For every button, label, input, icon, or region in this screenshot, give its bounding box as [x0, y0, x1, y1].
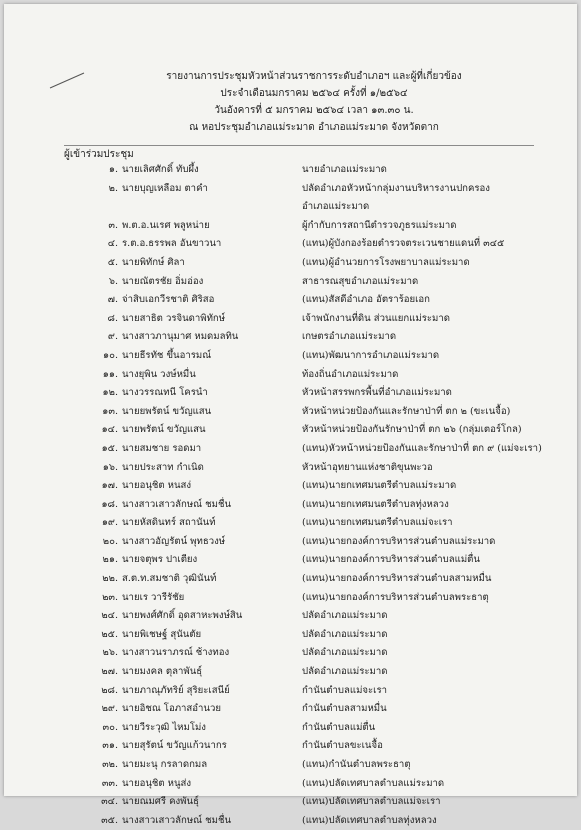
attendee-position: กำนันตำบลแม่จะเรา [302, 684, 387, 696]
attendee-number: ๒๗. [101, 666, 118, 678]
attendee-name: นายณัตรชัย อิ่มอ่อง [122, 275, 204, 287]
attendee-position: (แทน)นายกเทศมนตรีตำบลแม่จะเรา [302, 517, 453, 529]
attendee-number: ๑๖. [102, 461, 118, 473]
attendee-name: นายสาธิต วรจินดาพิทักษ์ [122, 312, 226, 324]
attendee-row [4, 366, 577, 385]
attendee-position: ปลัดอำเภอหัวหน้ากลุ่มงานบริหารงานปกครอง [302, 182, 490, 194]
attendee-name: นางสาวนราภรณ์ ช้างทอง [122, 647, 230, 659]
attendee-number: ๖. [108, 275, 118, 287]
attendee-list [4, 161, 577, 830]
attendee-position: เจ้าพนักงานที่ดิน ส่วนแยกแม่ระมาด [302, 312, 450, 324]
attendee-name: นายภาณุภัทริย์ สุริยะเสนีย์ [122, 684, 230, 696]
attendee-position: กำนันตำบลแม่ตื่น [302, 721, 376, 733]
attendee-position: (แทน)นายกเทศมนตรีตำบลทุ่งหลวง [302, 498, 449, 510]
attendee-name: นายประสาท กำเนิด [122, 461, 204, 473]
attendee-position: (แทน)สัสดีอำเภอ อัตราร้อยเอก [302, 294, 430, 306]
attendee-number: ๒๕. [101, 628, 118, 640]
attendee-name: จ่าสิบเอกวีรชาติ ศิริสอ [122, 294, 215, 306]
attendee-position: อำเภอแม่ระมาด [302, 201, 370, 213]
attendee-name: นายวีระวุฒิ ไหมโม่ง [122, 721, 206, 733]
attendee-number: ๑๕. [101, 442, 118, 454]
attendee-number: ๑๓. [102, 405, 118, 417]
attendee-number: ๒๒. [102, 573, 118, 585]
meeting-header [104, 68, 524, 136]
attendee-row [4, 812, 577, 830]
attendee-row [4, 514, 577, 533]
attendee-name: ร.ต.อ.ธรรพล อันขาวนา [122, 238, 222, 250]
attendee-name: นางสาวอัญรัตน์ พุทธวงษ์ [122, 535, 226, 547]
attendee-position: (แทน)ปลัดเทศบาลตำบลแม่ระมาด [302, 777, 445, 789]
attendee-number: ๑๗. [101, 480, 118, 492]
attendee-row [4, 459, 577, 478]
attendee-row [4, 403, 577, 422]
attendee-number: ๑๐. [103, 349, 118, 361]
attendee-row [4, 626, 577, 645]
attendee-row [4, 477, 577, 496]
attendee-name: นางสาวเสาวลักษณ์ ชมชื่น [122, 814, 232, 826]
attendee-name: นายอนุชิต หนูส่ง [122, 777, 192, 789]
attendee-row [4, 793, 577, 812]
attendee-position: ปลัดอำเภอแม่ระมาด [302, 647, 388, 659]
attendee-position: หัวหน้าหน่วยป้องกันและรักษาป่าที่ ตก ๒ (ขะเนจื้อ) [302, 405, 511, 417]
attendee-position: (แทน)ผู้บังกองร้อยตำรวจตระเวนชายแดนที่ ๓๔๕ [302, 238, 505, 250]
attendee-position: (แทน)ปลัดเทศบาลตำบลทุ่งหลวง [302, 814, 437, 826]
attendee-name: นายพรัตน์ ขวัญแสน [122, 424, 206, 436]
attendee-row [4, 328, 577, 347]
attendee-row [4, 180, 577, 199]
header-date-time: วันอังคารที่ ๕ มกราคม ๒๕๖๔ เวลา ๑๓.๓๐ น. [214, 105, 414, 116]
attendee-row [4, 421, 577, 440]
attendee-row [4, 700, 577, 719]
attendee-name: นายอนุชิต หนสง่ [122, 480, 192, 492]
attendee-name: นายพิเชษฐ์ สุนันตัย [122, 628, 202, 640]
attendee-name: นายยพรัตน์ ขวัญแสน [122, 405, 212, 417]
attendee-position: (แทน)พัฒนาการอำเภอแม่ระมาด [302, 349, 440, 361]
attendee-position: (แทน)ปลัดเทศบาลตำบลแม่จะเรา [302, 796, 441, 808]
attendee-row [4, 198, 577, 217]
attendee-position: ผู้กำกับการสถานีตำรวจภูธรแม่ระมาด [302, 219, 457, 231]
attendee-number: ๒๓. [102, 591, 118, 603]
attendee-number: ๒๔. [101, 610, 118, 622]
attendee-number: ๒. [108, 182, 118, 194]
attendee-position: (แทน)กำนันตำบลพระธาตุ [302, 759, 411, 770]
attendee-row [4, 570, 577, 589]
attendee-row [4, 719, 577, 738]
attendee-position: สาธารณสุขอำเภอแม่ระมาด [302, 275, 419, 287]
attendee-number: ๑๘. [101, 498, 118, 510]
attendee-number: ๓๕. [101, 814, 118, 826]
attendee-number: ๑. [108, 164, 118, 175]
attendee-name: พ.ต.อ.นเรศ พลูหน่าย [122, 219, 210, 231]
attendee-number: ๑๒. [102, 387, 118, 399]
attendee-name: นายพงศ์ศักดิ์ อุดสาหะพงษ์สิน [122, 610, 243, 622]
attendee-row [4, 347, 577, 366]
attendee-name: นายสุรัตน์ ขวัญแก้วนากร [122, 740, 227, 752]
header-title: รายงานการประชุมหัวหน้าส่วนราชการระดับอำเภอฯ และผู้ที่เกี่ยวข้อง [166, 71, 462, 82]
attendee-row [4, 273, 577, 292]
attendee-name: นายพิทักษ์ ศิลา [122, 256, 185, 268]
attendee-name: นายมงคล ตุลาพันธุ์ [122, 666, 203, 678]
attendee-position: ปลัดอำเภอแม่ระมาด [302, 628, 388, 640]
attendee-position: (แทน)นายกเทศมนตรีตำบลแม่ระมาด [302, 480, 457, 492]
section-divider [64, 145, 534, 146]
attendee-name: นายสมชาย รอดมา [122, 442, 202, 454]
attendee-number: ๒๑. [102, 554, 118, 566]
attendee-number: ๔. [107, 238, 118, 250]
attendee-position: เกษตรอำเภอแม่ระมาด [302, 331, 397, 343]
attendee-name: นางสาวภานุมาศ หมดมลทิน [122, 331, 239, 343]
attendee-name: นางยุพิน วงษ์หมื่น [122, 368, 196, 380]
attendee-number: ๓๓. [101, 777, 118, 789]
attendee-name: นายณมศรี คงพันธุ์ [122, 796, 199, 808]
attendee-number: ๓๐. [102, 721, 118, 733]
document-page [4, 4, 577, 826]
attendee-name: นางสาวเสาวลักษณ์ ชมชื่น [122, 498, 232, 510]
attendee-number: ๑๔. [101, 424, 118, 436]
attendee-row [4, 737, 577, 756]
attendee-position: กำนันตำบลสามหมื่น [302, 703, 387, 715]
attendee-position: (แทน)หัวหน้าหน่วยป้องกันและรักษาป่าที่ ตก ๙ (แม่จะเรา) [302, 442, 542, 454]
attendee-row [4, 589, 577, 608]
attendee-row [4, 291, 577, 310]
attendee-row [4, 254, 577, 273]
attendee-position: หัวหน้าสรรพกรพื้นที่อำเภอแม่ระมาด [302, 387, 452, 399]
pen-stroke-mark [48, 70, 88, 90]
attendee-name: นายบุญเหลือม ตาคำ [122, 182, 208, 194]
attendee-row [4, 775, 577, 794]
attendee-number: ๓๒. [102, 759, 118, 770]
attendee-row [4, 644, 577, 663]
header-venue: ณ หอประชุมอำเภอแม่ระมาด อำเภอแม่ระมาด จังหวัดตาก [189, 122, 439, 133]
attendee-name: ส.ต.ท.สมชาติ วุฒินันท์ [122, 573, 217, 585]
attendee-name: นายอิชณ โอภาสอำนวย [122, 703, 221, 715]
attendee-row [4, 607, 577, 626]
attendee-row [4, 161, 577, 180]
attendee-name: นายจตุพร ปาเตียง [122, 554, 198, 566]
attendee-number: ๘. [107, 312, 118, 324]
attendee-position: ปลัดอำเภอแม่ระมาด [302, 610, 388, 622]
attendee-row [4, 310, 577, 329]
attendee-number: ๗. [107, 294, 118, 306]
attendee-row [4, 217, 577, 236]
attendee-row [4, 756, 577, 775]
attendee-row [4, 533, 577, 552]
attendee-position: นายอำเภอแม่ระมาด [302, 164, 387, 175]
attendee-number: ๒๐. [102, 535, 118, 547]
attendee-position: (แทน)นายกองค์การบริหารส่วนตำบลพระธาตุ [302, 591, 489, 603]
attendee-name: นายเร วารีรัชัย [122, 591, 185, 603]
attendee-position: (แทน)ผู้อำนวยการโรงพยาบาลแม่ระมาด [302, 256, 470, 268]
attendee-name: นายมะนุ กรลาดกมล [122, 759, 208, 770]
attendee-row [4, 235, 577, 254]
attendee-number: ๑๑. [102, 368, 118, 380]
attendee-position: (แทน)นายกองค์การบริหารส่วนตำบลแม่ตื่น [302, 554, 480, 566]
attendee-row [4, 384, 577, 403]
attendee-position: หัวหน้าอุทยานแห่งชาติขุนพะวอ [302, 461, 433, 473]
attendee-name: นายธีรทัช ขึ้นอารมณ์ [122, 349, 212, 361]
attendee-number: ๑๙. [101, 517, 118, 529]
attendee-position: กำนันตำบลขะเนจื้อ [302, 740, 383, 752]
attendee-number: ๓๔. [101, 796, 118, 808]
attendee-position: (แทน)นายกองค์การบริหารส่วนตำบลสามหมื่น [302, 573, 492, 585]
attendee-position: ปลัดอำเภอแม่ระมาด [302, 666, 388, 678]
attendee-name: นายหัสดินทร์ สถานันท์ [122, 517, 216, 529]
attendee-number: ๕. [107, 256, 118, 268]
attendee-position: ท้องถิ่นอำเภอแม่ระมาด [302, 368, 399, 380]
attendee-number: ๒๖. [102, 647, 118, 659]
attendee-row [4, 551, 577, 570]
attendee-number: ๒๘. [101, 684, 118, 696]
attendee-number: ๙. [107, 331, 118, 343]
header-month: ประจำเดือนมกราคม ๒๕๖๔ ครั้งที่ ๑/๒๕๖๔ [220, 88, 408, 99]
attendee-row [4, 440, 577, 459]
attendee-row [4, 682, 577, 701]
attendee-name: นายเลิศศักดิ์ ทับผึ้ง [122, 164, 199, 175]
attendee-position: หัวหน้าหน่วยป้องกันรักษาป่าที่ ตก ๒๖ (กลุ่มเตอร์โกล) [302, 424, 522, 436]
attendee-position: (แทน)นายกองค์การบริหารส่วนตำบลแม่ระมาด [302, 535, 496, 547]
attendee-name: นางวรรณทนี โครนำ [122, 387, 208, 399]
attendee-number: ๓๑. [102, 740, 118, 752]
attendee-number: ๓. [108, 219, 118, 231]
attendee-number: ๒๙. [101, 703, 118, 715]
attendee-row [4, 496, 577, 515]
attendees-heading: ผู้เข้าร่วมประชุม [64, 149, 134, 160]
attendee-row [4, 663, 577, 682]
